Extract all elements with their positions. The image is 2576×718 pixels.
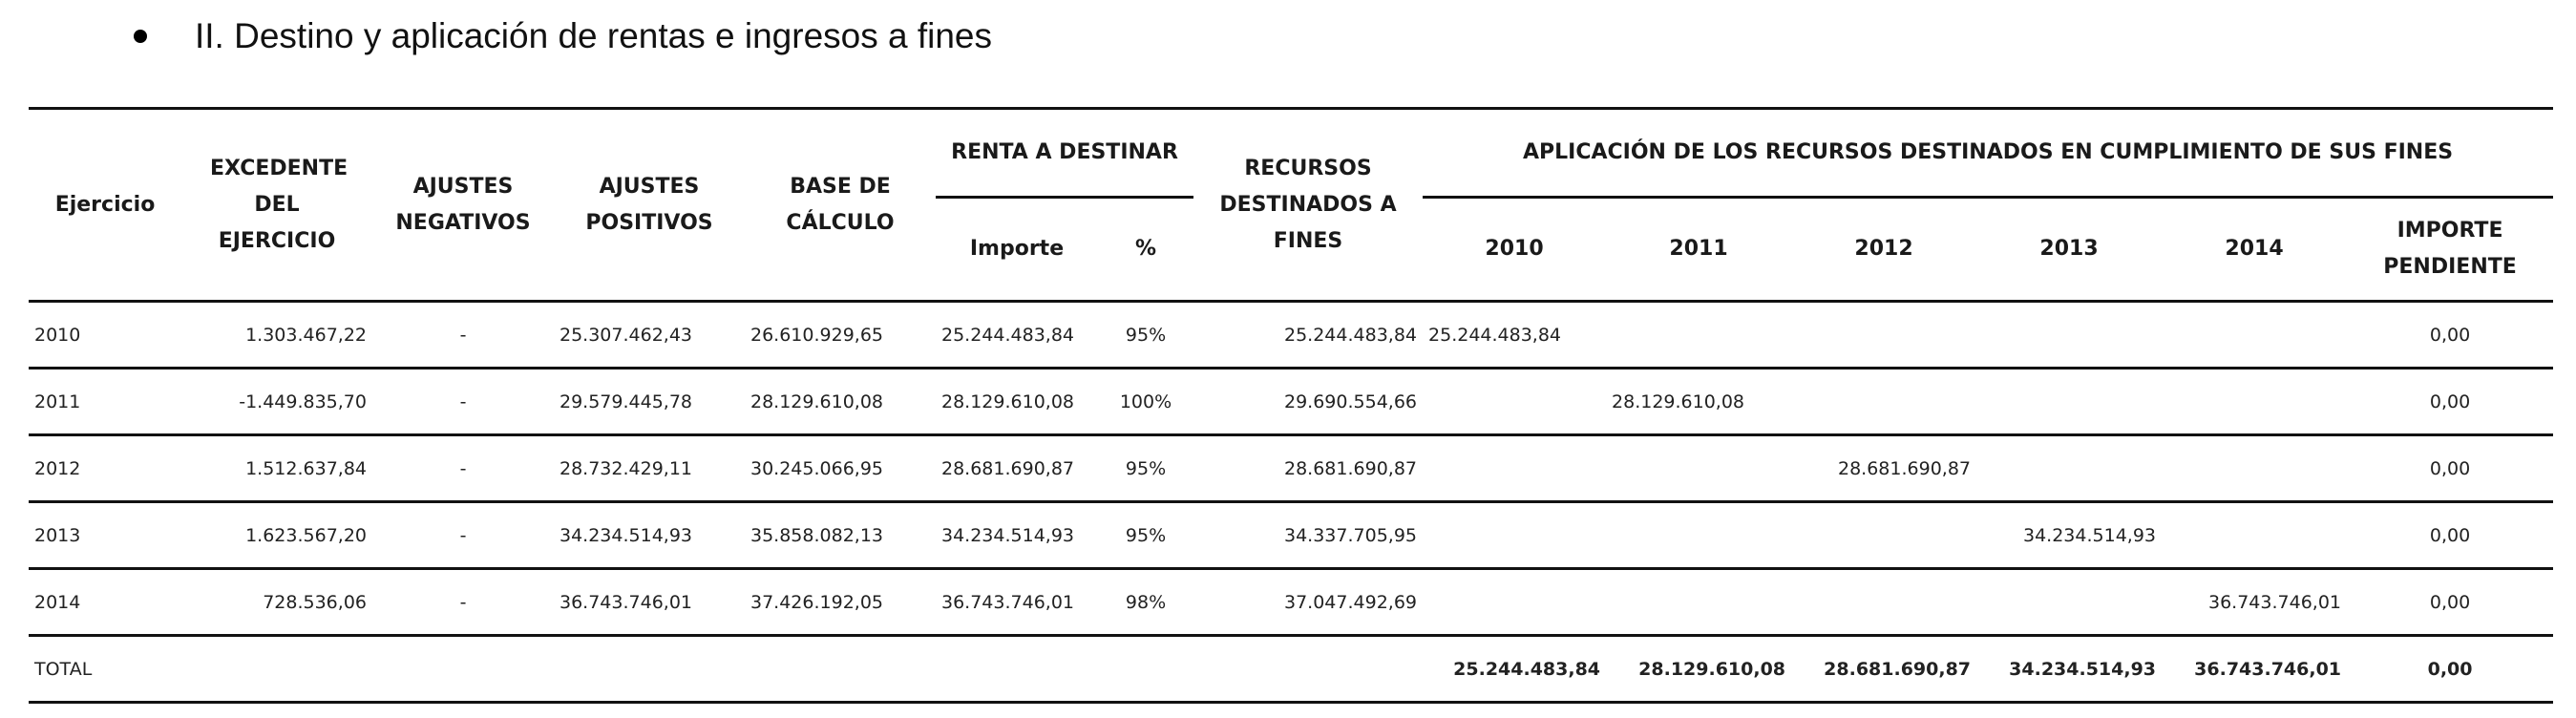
cell-2010: 25.244.483,84 [1423,302,1606,369]
cell-2014 [2162,435,2347,502]
cell-ajustes-positivos: 25.307.462,43 [554,302,745,369]
table-row [29,302,2553,369]
total-2010: 25.244.483,84 [1423,636,1606,703]
total-empty-cell [745,636,936,703]
cell-ajustes-negativos: - [372,435,554,502]
col-group-renta-destinar: RENTA A DESTINAR [936,109,1193,198]
total-empty-cell [1193,636,1423,703]
col-header-importe: Importe [936,198,1098,302]
cell-pendiente: 0,00 [2347,435,2553,502]
cell-2010 [1423,435,1606,502]
table-row [29,502,2553,569]
cell-ejercicio: 2014 [29,569,181,636]
cell-ajustes-negativos: - [372,369,554,435]
cell-base-calculo: 37.426.192,05 [745,569,936,636]
col-header-pendiente: IMPORTE PENDIENTE [2347,198,2553,302]
cell-pendiente: 0,00 [2347,569,2553,636]
cell-base-calculo: 30.245.066,95 [745,435,936,502]
cell-2011 [1606,302,1791,369]
total-2011: 28.129.610,08 [1606,636,1791,703]
col-header-excedente: EXCEDENTE DEL EJERCICIO [181,109,372,302]
total-pendiente: 0,00 [2347,636,2553,703]
cell-ajustes-positivos: 28.732.429,11 [554,435,745,502]
cell-excedente: 1.623.567,20 [181,502,372,569]
cell-2012 [1791,369,1976,435]
cell-pendiente: 0,00 [2347,502,2553,569]
cell-2012: 28.681.690,87 [1791,435,1976,502]
cell-excedente: 1.303.467,22 [181,302,372,369]
cell-ajustes-positivos: 34.234.514,93 [554,502,745,569]
cell-importe: 34.234.514,93 [936,502,1098,569]
cell-2010 [1423,569,1606,636]
cell-recursos: 34.337.705,95 [1193,502,1423,569]
cell-pendiente: 0,00 [2347,302,2553,369]
cell-2012 [1791,502,1976,569]
cell-ejercicio: 2012 [29,435,181,502]
total-label: TOTAL [29,636,181,703]
col-group-aplicacion: APLICACIÓN DE LOS RECURSOS DESTINADOS EN CUMPLIMIENTO DE SUS FINES [1423,109,2553,198]
table-row [29,435,2553,502]
cell-2014 [2162,502,2347,569]
cell-ajustes-negativos: - [372,302,554,369]
cell-base-calculo: 28.129.610,08 [745,369,936,435]
total-empty-cell [372,636,554,703]
col-header-2010: 2010 [1423,198,1606,302]
col-header-ajustes-positivos: AJUSTES POSITIVOS [554,109,745,302]
cell-recursos: 25.244.483,84 [1193,302,1423,369]
cell-ejercicio: 2010 [29,302,181,369]
col-header-base-calculo: BASE DE CÁLCULO [745,109,936,302]
cell-2011 [1606,502,1791,569]
total-2012: 28.681.690,87 [1791,636,1976,703]
cell-pct: 95% [1098,435,1193,502]
cell-2011: 28.129.610,08 [1606,369,1791,435]
cell-recursos: 28.681.690,87 [1193,435,1423,502]
cell-pct: 100% [1098,369,1193,435]
bullet-icon [134,30,147,43]
table-row [29,369,2553,435]
cell-pendiente: 0,00 [2347,369,2553,435]
cell-recursos: 29.690.554,66 [1193,369,1423,435]
cell-2014: 36.743.746,01 [2162,569,2347,636]
cell-pct: 95% [1098,302,1193,369]
cell-base-calculo: 35.858.082,13 [745,502,936,569]
cell-2014 [2162,302,2347,369]
cell-ajustes-negativos: - [372,569,554,636]
cell-excedente: -1.449.835,70 [181,369,372,435]
total-2014: 36.743.746,01 [2162,636,2347,703]
col-header-ejercicio: Ejercicio [29,109,181,302]
cell-excedente: 728.536,06 [181,569,372,636]
col-header-2012: 2012 [1791,198,1976,302]
cell-2011 [1606,569,1791,636]
cell-2010 [1423,502,1606,569]
cell-importe: 28.129.610,08 [936,369,1098,435]
section-heading [134,8,992,65]
total-empty-cell [936,636,1098,703]
cell-ajustes-negativos: - [372,502,554,569]
cell-2011 [1606,435,1791,502]
cell-2013: 34.234.514,93 [1976,502,2162,569]
col-header-recursos: RECURSOS DESTINADOS A FINES [1193,109,1423,302]
col-header-ajustes-negativos: AJUSTES NEGATIVOS [372,109,554,302]
cell-importe: 28.681.690,87 [936,435,1098,502]
cell-base-calculo: 26.610.929,65 [745,302,936,369]
total-empty-cell [181,636,372,703]
col-header-2011: 2011 [1606,198,1791,302]
cell-2010 [1423,369,1606,435]
cell-2013 [1976,302,2162,369]
cell-2012 [1791,302,1976,369]
col-header-2013: 2013 [1976,198,2162,302]
total-2013: 34.234.514,93 [1976,636,2162,703]
cell-ajustes-positivos: 29.579.445,78 [554,369,745,435]
cell-ejercicio: 2013 [29,502,181,569]
cell-pct: 98% [1098,569,1193,636]
col-header-2014: 2014 [2162,198,2347,302]
section-heading-text: II. Destino y aplicación de rentas e ingresos a fines [195,16,993,55]
cell-ejercicio: 2011 [29,369,181,435]
table-row [29,569,2553,636]
cell-2012 [1791,569,1976,636]
cell-pct: 95% [1098,502,1193,569]
cell-2014 [2162,369,2347,435]
cell-2013 [1976,569,2162,636]
destino-rentas-table [29,107,2553,704]
cell-2013 [1976,435,2162,502]
cell-importe: 25.244.483,84 [936,302,1098,369]
total-empty-cell [1098,636,1193,703]
cell-importe: 36.743.746,01 [936,569,1098,636]
cell-2013 [1976,369,2162,435]
total-row [29,636,2553,703]
col-header-pct: % [1098,198,1193,302]
cell-recursos: 37.047.492,69 [1193,569,1423,636]
cell-ajustes-positivos: 36.743.746,01 [554,569,745,636]
cell-excedente: 1.512.637,84 [181,435,372,502]
total-empty-cell [554,636,745,703]
